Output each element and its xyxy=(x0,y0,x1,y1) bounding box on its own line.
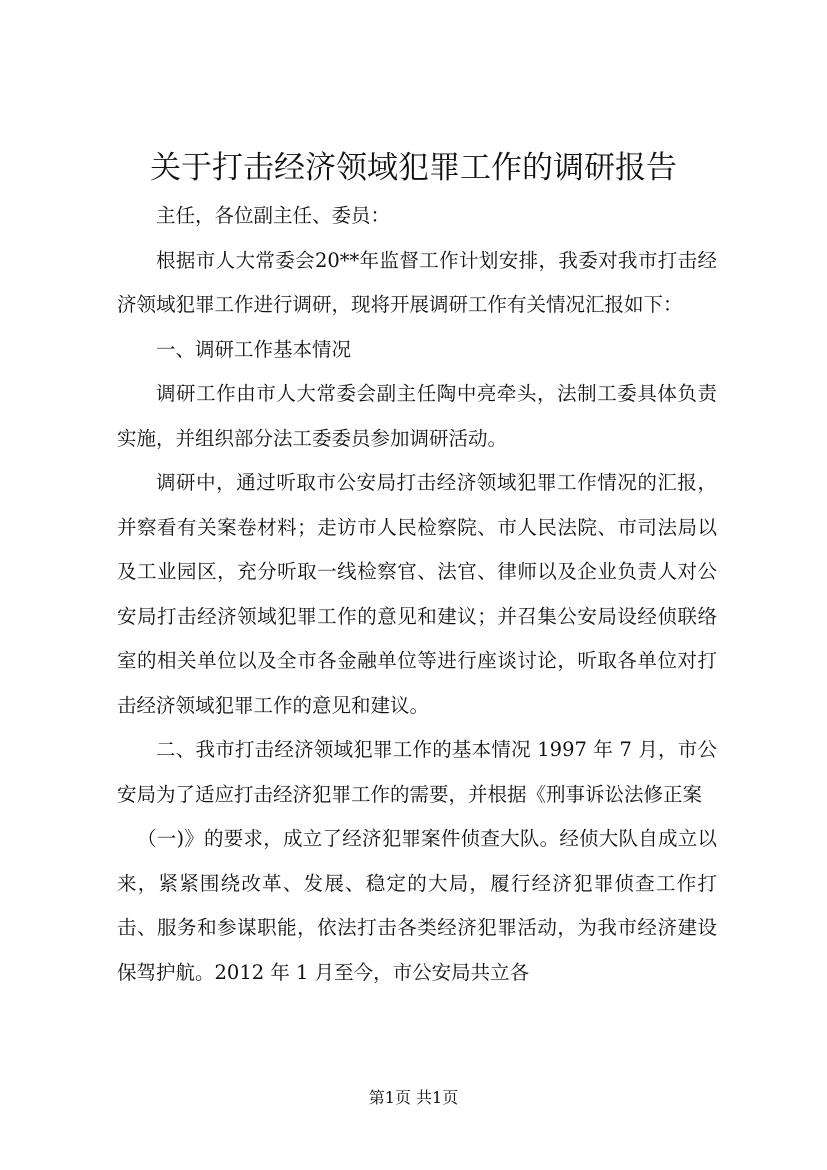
salutation: 主任，各位副主任、委员： xyxy=(156,204,391,227)
paragraph-economic-crime-unit: （一)》的要求，成立了经济犯罪案件侦查大队。经侦大队自成立以来，紧紧围绕改革、发展、稳定的大局，履行经济犯罪侦查工作打击、服务和参谋职能，依法打击各类经济犯罪活动，为我市经济建设保驾护航。2012 年 1 月至今，市公安局共立各 xyxy=(117,827,717,984)
paragraph-research-process: 调研中，通过听取市公安局打击经济领域犯罪工作情况的汇报，并察看有关案卷材料；走访市人民检察院、市人民法院、市司法局以及工业园区，充分听取一线检察官、法官、律师以及企业负责人对公安局打击经济领域犯罪工作的意见和建议；并召集公安局设经侦联络室的相关单位以及全市各金融单位等进行座谈讨论，听取各单位对打击经济领域犯罪工作的意见和建议。 xyxy=(117,471,717,717)
document-body xyxy=(117,194,717,995)
page-footer: 第1页 共1页 xyxy=(368,1088,459,1107)
paragraph-intro: 根据市人大常委会20**年监督工作计划安排，我委对我市打击经济领域犯罪工作进行调研，现将开展调研工作有关情况汇报如下： xyxy=(117,248,717,316)
section-heading-1: 一、调研工作基本情况 xyxy=(156,337,352,361)
section-heading-2: 二、我市打击经济领域犯罪工作的基本情况 1997 年 7 月，市公安局为了适应打击经济犯罪工作的需要，并根据《刑事诉讼法修正案 xyxy=(117,738,717,806)
document-title: 关于打击经济领域犯罪工作的调研报告 xyxy=(150,150,677,186)
paragraph-leadership: 调研工作由市人大常委会副主任陶中亮牵头，法制工委具体负责实施，并组织部分法工委委员参加调研活动。 xyxy=(117,382,717,450)
